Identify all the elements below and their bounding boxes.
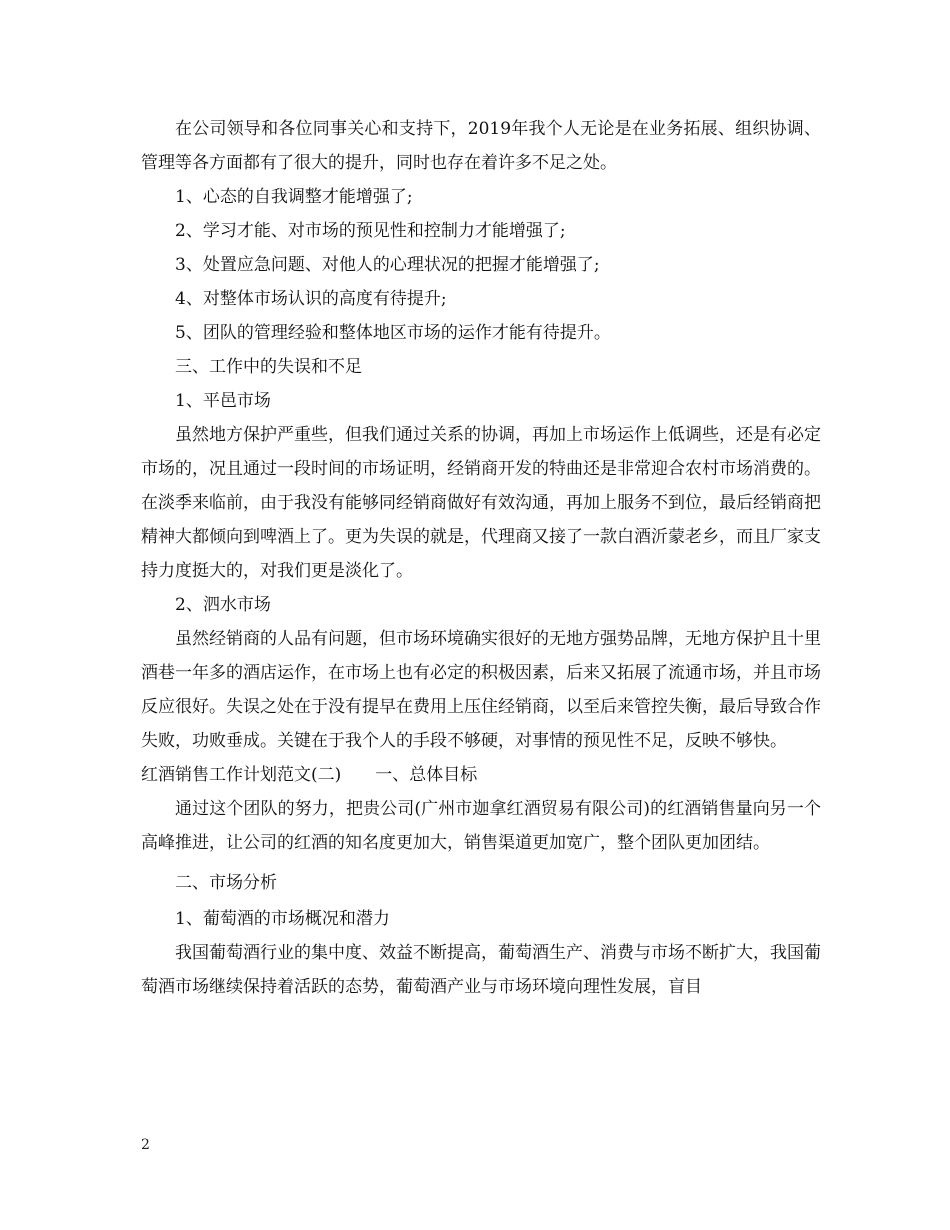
pingyi-paragraph: 虽然地方保护严重些，但我们通过关系的协调，再加上市场运作上低调些，还是有必定市场的，况且通过一段时间的市场证明，经销商开发的特曲还是非常迎合农村市场消费的。在淡季来临前，由于我没有能够同经销商做好有效沟通，再加上服务不到位，最后经销商把精神大都倾向到啤酒上了。更为失误的就是，代理商又接了一款白酒沂蒙老乡，而且厂家支持力度挺大的，对我们更是淡化了。 bbox=[141, 425, 821, 581]
section-heading-market-analysis: 二、市场分析 bbox=[175, 873, 277, 893]
document-body bbox=[141, 112, 821, 1004]
subheading-sishui-market: 2、泗水市场 bbox=[175, 595, 271, 615]
section-heading-mistakes: 三、工作中的失误和不足 bbox=[175, 357, 362, 377]
list-item-4: 4、对整体市场认识的高度有待提升; bbox=[175, 289, 447, 309]
list-item-2: 2、学习才能、对市场的预见性和控制力才能增强了; bbox=[175, 221, 566, 241]
subheading-wine-market: 1、葡萄酒的市场概况和潜力 bbox=[175, 909, 390, 929]
list-item-1: 1、心态的自我调整才能增强了; bbox=[175, 187, 413, 207]
intro-paragraph: 在公司领导和各位同事关心和支持下，2019年我个人无论是在业务拓展、组织协调、管理等各方面都有了很大的提升，同时也存在着许多不足之处。 bbox=[141, 119, 821, 173]
list-item-3: 3、处置应急问题、对他人的心理状况的把握才能增强了; bbox=[175, 255, 600, 275]
wine-market-paragraph: 我国葡萄酒行业的集中度、效益不断提高，葡萄酒生产、消费与市场不断扩大，我国葡萄酒市场继续保持着活跃的态势，葡萄酒产业与市场环境向理性发展，盲目 bbox=[141, 943, 821, 997]
sishui-paragraph: 虽然经销商的人品有问题，但市场环境确实很好的无地方强势品牌，无地方保护且十里酒巷一年多的酒店运作，在市场上也有必定的积极因素，后来又拓展了流通市场，并且市场反应很好。失误之处在于没有提早在费用上压住经销商，以至后来管控失衡，最后导致合作失败，功败垂成。关键在于我个人的手段不够硬，对事情的预见性不足，反映不够快。 bbox=[141, 629, 821, 751]
list-item-5: 5、团队的管理经验和整体地区市场的运作才能有待提升。 bbox=[175, 323, 611, 343]
page-number: 2 bbox=[141, 1137, 150, 1153]
section-title-sales-plan: 红酒销售工作计划范文(二) 一、总体目标 bbox=[141, 765, 478, 785]
subheading-pingyi-market: 1、平邑市场 bbox=[175, 391, 271, 411]
goal-paragraph: 通过这个团队的努力，把贵公司(广州市迦拿红酒贸易有限公司)的红酒销售量向另一个高峰推进，让公司的红酒的知名度更加大，销售渠道更加宽广，整个团队更加团结。 bbox=[141, 799, 821, 853]
